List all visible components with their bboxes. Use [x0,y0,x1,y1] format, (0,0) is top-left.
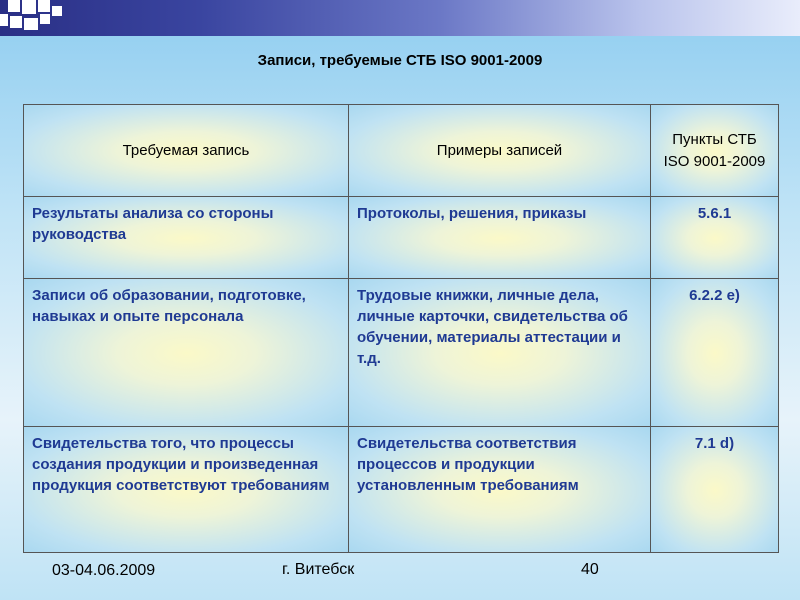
header-record-examples: Примеры записей [349,105,651,197]
table-row [24,197,779,279]
decorative-square [0,14,8,26]
table-row [24,279,779,427]
decorative-square [22,0,36,14]
cell-record-examples: Трудовые книжки, личные дела, личные карточки, свидетельства об обучении, материалы аттестации и т.д. [349,279,651,427]
records-table [23,104,779,553]
footer-date: 03-04.06.2009 [52,562,156,579]
cell-standard-clause: 7.1 d) [651,427,779,553]
top-decorative-bar [0,0,800,36]
table-header-row [24,105,779,197]
footer-city: г. Витебск [282,561,355,578]
footer-page-number: 40 [581,561,599,578]
table-row [24,427,779,553]
cell-record-examples: Свидетельства соответствия процессов и продукции установленным требованиям [349,427,651,553]
decorative-square [40,14,50,24]
cell-required-record: Результаты анализа со стороны руководства [24,197,349,279]
decorative-square [10,16,22,28]
decorative-square [38,0,50,12]
decorative-square [8,0,20,12]
cell-record-examples: Протоколы, решения, приказы [349,197,651,279]
decorative-square [24,18,38,30]
cell-standard-clause: 6.2.2 e) [651,279,779,427]
decorative-square [52,6,62,16]
cell-required-record: Свидетельства того, что процессы создания продукции и произведенная продукция соответствуют требованиям [24,427,349,553]
cell-required-record: Записи об образовании, подготовке, навыках и опыте персонала [24,279,349,427]
header-standard-clauses: Пункты СТБ ISO 9001-2009 [651,105,779,197]
header-required-record: Требуемая запись [24,105,349,197]
cell-standard-clause: 5.6.1 [651,197,779,279]
slide-title: Записи, требуемые СТБ ISO 9001-2009 [257,52,543,69]
